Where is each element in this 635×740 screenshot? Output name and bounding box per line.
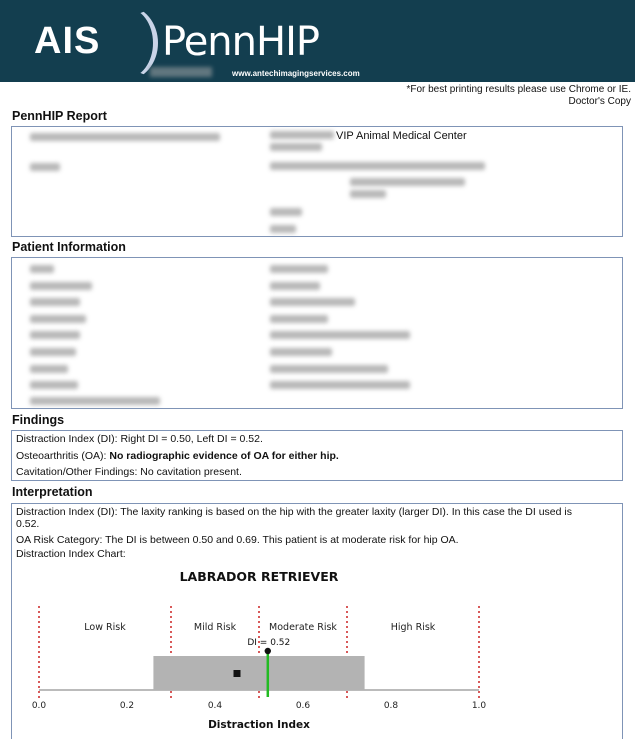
redacted-phone: [150, 67, 212, 77]
redacted-field: [270, 315, 328, 323]
redacted-field: [270, 208, 302, 216]
findings-cavitation: Cavitation/Other Findings: No cavitation present.: [16, 466, 242, 478]
redacted-field: [30, 315, 86, 323]
interpretation-title: Interpretation: [12, 485, 93, 499]
zone-label: Mild Risk: [193, 622, 237, 633]
ais-logo: AIS: [34, 20, 101, 62]
redacted-field: [270, 162, 485, 170]
redacted-field: [270, 225, 296, 233]
findings-title: Findings: [12, 413, 65, 427]
x-tick-label: 0.4: [207, 701, 223, 711]
redacted-field: [270, 381, 410, 389]
x-tick-label: 0.6: [295, 701, 311, 711]
redacted-field: [30, 282, 92, 290]
redacted-field: [270, 348, 332, 356]
distraction-index-chart: [0, 560, 635, 740]
pennhip-logo: PennHIP: [162, 19, 320, 65]
logo-swoosh: [96, 6, 158, 80]
redacted-field: [30, 331, 80, 339]
x-tick-label: 1.0: [471, 701, 487, 711]
interp-oa-risk: OA Risk Category: The DI is between 0.50 and 0.69. This patient is at moderate risk for hip OA.: [16, 534, 459, 546]
redacted-field: [30, 381, 78, 389]
redacted-field: [350, 178, 465, 186]
header-banner: [0, 0, 635, 82]
x-tick-label: 0.0: [31, 701, 47, 711]
interp-chart-label: Distraction Index Chart:: [16, 548, 126, 560]
x-tick-label: 0.8: [383, 701, 399, 711]
chart-title: LABRADOR RETRIEVER: [179, 569, 339, 584]
patient-info-title: Patient Information: [12, 240, 126, 254]
interp-di-line2: 0.52.: [16, 518, 40, 530]
redacted-field: [30, 133, 220, 141]
findings-oa-value: No radiographic evidence of OA for either hip.: [109, 450, 339, 462]
x-axis-label: Distraction Index: [208, 719, 310, 731]
zone-label: High Risk: [390, 622, 436, 633]
clinic-name: VIP Animal Medical Center: [336, 130, 467, 142]
redacted-field: [350, 190, 386, 198]
breed-mean-marker: [234, 670, 241, 677]
redacted-field: [30, 365, 68, 373]
print-hint: *For best printing results please use Chrome or IE.: [406, 84, 631, 95]
redacted-field: [270, 265, 328, 273]
copy-type: Doctor's Copy: [568, 96, 631, 107]
zone-label: Low Risk: [84, 622, 126, 633]
redacted-field: [270, 331, 410, 339]
website-link[interactable]: www.antechimagingservices.com: [232, 69, 360, 78]
redacted-field: [270, 298, 355, 306]
redacted-field: [270, 282, 320, 290]
redacted-field: [270, 365, 388, 373]
findings-di: Distraction Index (DI): Right DI = 0.50, Left DI = 0.52.: [16, 433, 263, 445]
zone-label: Moderate Risk: [269, 622, 337, 633]
report-title: PennHIP Report: [12, 109, 107, 123]
redacted-field: [30, 397, 160, 405]
redacted-field: [30, 265, 54, 273]
patient-di-label: DI = 0.52: [247, 638, 291, 648]
redacted-field: [30, 298, 80, 306]
redacted-field: [30, 163, 60, 171]
breed-range-bar: [153, 656, 364, 690]
findings-oa-label: Osteoarthritis (OA):: [16, 450, 110, 462]
x-tick-label: 0.2: [119, 701, 135, 711]
patient-di-dot: [265, 648, 271, 654]
redacted-field: [270, 131, 334, 139]
redacted-field: [270, 143, 322, 151]
findings-oa: [16, 450, 339, 462]
redacted-field: [30, 348, 76, 356]
interp-di-line1: Distraction Index (DI): The laxity ranking is based on the hip with the greater laxity (larger DI). In this case the DI used is: [16, 506, 572, 518]
